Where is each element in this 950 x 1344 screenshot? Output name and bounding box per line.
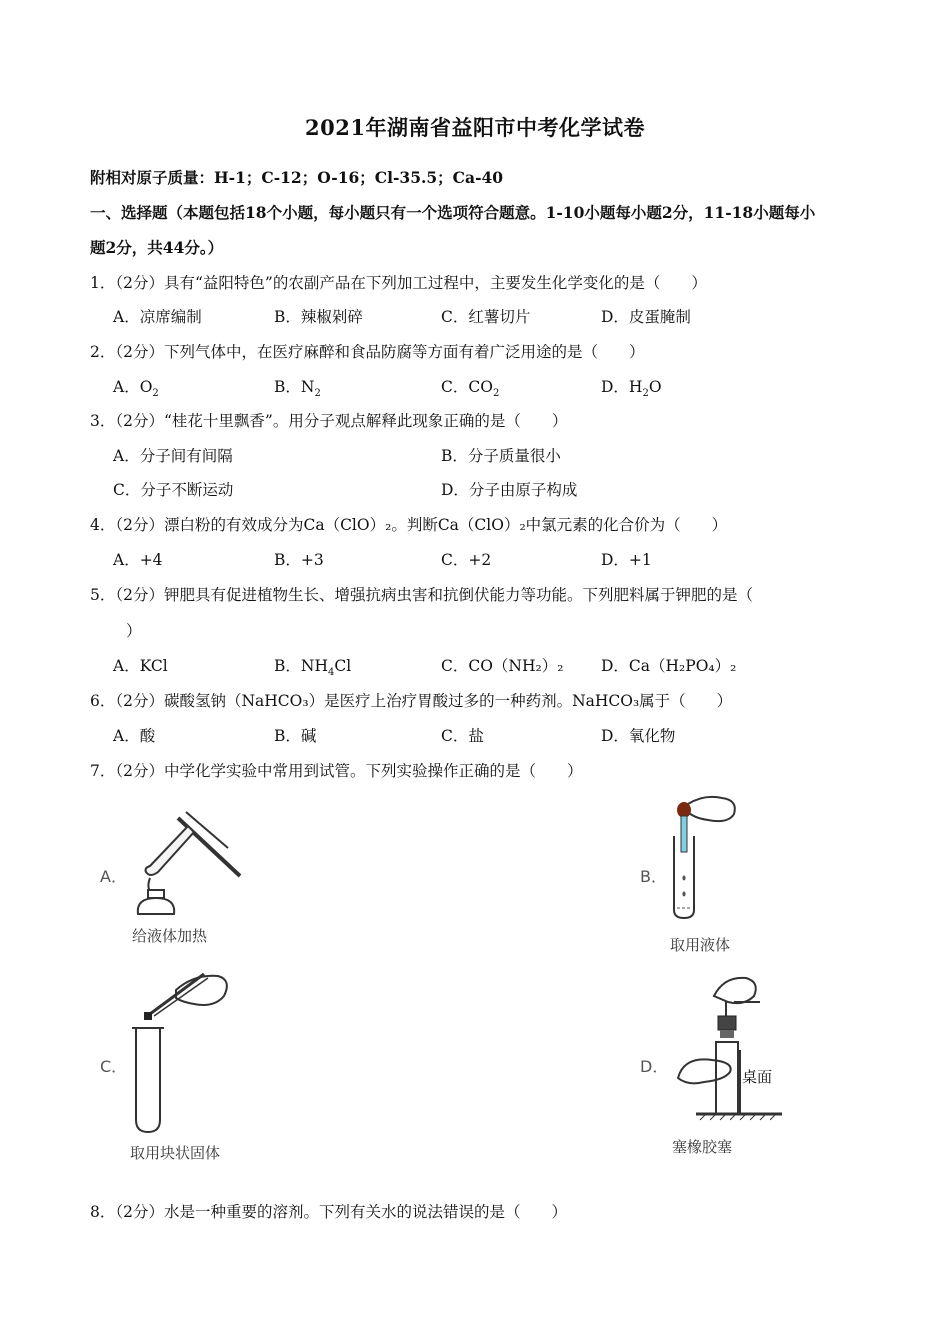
q4-option-c: C．+2	[441, 551, 492, 569]
taking-liquid-figure	[662, 794, 742, 926]
hand-icon	[714, 978, 756, 1003]
question-3-stem: 3．（2分）“桂花十里飘香”。用分子观点解释此现象正确的是（ ）	[90, 412, 568, 430]
test-tube-holder-icon	[178, 812, 240, 876]
q1-option-c: C．红薯切片	[441, 308, 531, 326]
heating-liquid-figure	[128, 806, 248, 921]
question-7-stem: 7．（2分）中学化学实验中常用到试管。下列实验操作正确的是（ ）	[90, 762, 583, 780]
figure-d-letter: D．	[640, 1057, 669, 1076]
inserting-stopper-figure	[674, 972, 786, 1124]
q4-option-d: D．+1	[601, 551, 652, 569]
q6-option-a: A．酸	[113, 727, 156, 745]
table-surface-icon	[696, 1114, 782, 1120]
taking-solid-figure	[128, 968, 238, 1138]
tilted-test-tube-icon	[146, 826, 195, 875]
q5-option-a: A．KCl	[113, 657, 168, 675]
test-tube-icon	[132, 1028, 164, 1132]
exam-title: 2021年湖南省益阳市中考化学试卷	[305, 115, 645, 140]
figure-b-caption: 取用液体	[670, 936, 731, 954]
alcohol-lamp-icon	[138, 878, 174, 914]
figure-b-letter: B．	[640, 867, 667, 886]
q6-option-b: B．碱	[274, 727, 317, 745]
question-8-stem: 8．（2分）水是一种重要的溶剂。下列有关水的说法错误的是（ ）	[90, 1203, 567, 1221]
q1-option-a: A．凉席编制	[113, 308, 202, 326]
dropper-icon	[677, 802, 691, 852]
q5-option-b: B．$NH_4Cl$	[274, 657, 352, 679]
atomic-masses: 附相对原子质量：H-1；C-12；O-16；Cl-35.5；Ca-40	[90, 168, 504, 187]
q4-option-a: A．+4	[113, 551, 163, 569]
q3-option-a: A．分子间有间隔	[113, 447, 233, 465]
q3-option-b: B．分子质量很小	[441, 447, 561, 465]
question-6-stem: 6．（2分）碳酸氢钠（NaHCO₃）是医疗上治疗胃酸过多的一种药剂。NaHCO₃属于（ ）	[90, 692, 733, 710]
q1-option-b: B．辣椒剁碎	[274, 308, 363, 326]
q5-option-c: C．CO（NH₂）₂	[441, 657, 564, 675]
figure-d-caption: 塞橡胶塞	[672, 1138, 733, 1156]
q3-option-d: D．分子由原子构成	[441, 481, 578, 499]
question-5-stem-cont: ）	[126, 622, 142, 640]
figure-c-caption: 取用块状固体	[130, 1144, 221, 1162]
hand-icon	[678, 1059, 731, 1083]
q2-option-b: B．$N_2$	[274, 378, 321, 400]
question-2-stem: 2．（2分）下列气体中，在医疗麻醉和食品防腐等方面有着广泛用途的是（ ）	[90, 343, 645, 361]
figure-c-letter: C．	[100, 1057, 128, 1076]
q2-option-c: C．$CO_2$	[441, 378, 500, 400]
glass-tube-icon	[726, 1002, 760, 1016]
q6-option-d: D．氧化物	[601, 727, 676, 745]
q2-option-a: A．$O_2$	[113, 378, 159, 400]
section-header-line2: 题2分，共44分。）	[90, 238, 224, 257]
rubber-stopper-icon	[718, 1016, 736, 1038]
q6-option-c: C．盐	[441, 727, 484, 745]
q5-option-d: D．Ca（H₂PO₄）₂	[601, 657, 737, 675]
question-5-stem: 5．（2分）钾肥具有促进植物生长、增强抗病虫害和抗倒伏能力等功能。下列肥料属于钾肥的是（	[90, 586, 753, 604]
q3-option-c: C．分子不断运动	[113, 481, 234, 499]
question-1-stem: 1．（2分）具有“益阳特色”的农副产品在下列加工过程中，主要发生化学变化的是（ ）	[90, 274, 707, 292]
hand-icon	[688, 797, 735, 821]
q2-option-d: D．$H_2O$	[601, 378, 662, 400]
section-header-line1: 一、选择题（本题包括18个小题，每小题只有一个选项符合题意。1-10小题每小题2分，11-18小题每小	[90, 203, 816, 222]
q1-option-d: D．皮蛋腌制	[601, 308, 691, 326]
figure-d-label: 桌面	[742, 1068, 773, 1086]
q4-option-b: B．+3	[274, 551, 324, 569]
question-4-stem: 4．（2分）漂白粉的有效成分为Ca（ClO）₂。判断Ca（ClO）₂中氯元素的化合价为（ ）	[90, 516, 728, 534]
figure-a-caption: 给液体加热	[132, 927, 208, 945]
figure-a-letter: A．	[100, 867, 127, 886]
